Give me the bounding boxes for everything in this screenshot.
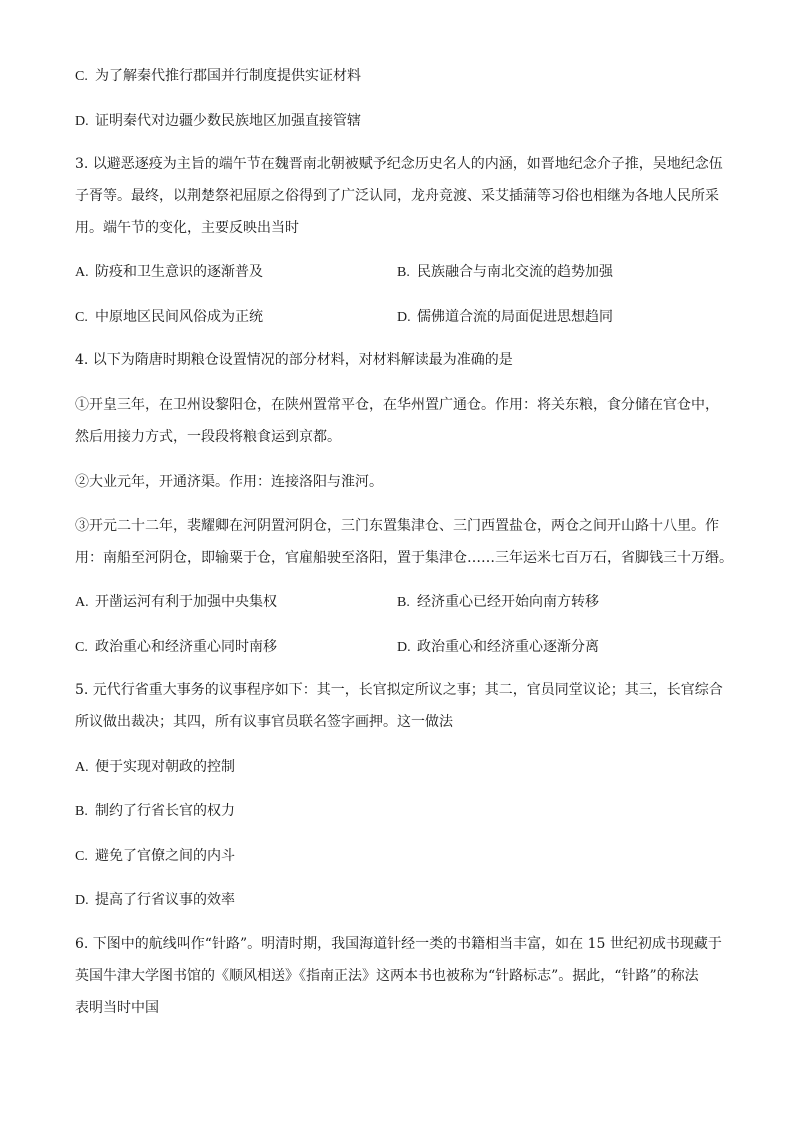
q3-option-b bbox=[397, 263, 613, 282]
option-text: 防疫和卫生意识的逐渐普及 bbox=[95, 264, 263, 280]
option-label: A. bbox=[75, 265, 89, 280]
q3-option-a bbox=[75, 263, 263, 282]
q4-material-line-5: 用：南船至河阴仓，即输粟于仓，官雇船驶至洛阳，置于集津仓……三年运米七百万石，省脚钱三十万缗。 bbox=[75, 550, 733, 566]
option-label: A. bbox=[75, 595, 89, 610]
option-text: 政治重心和经济重心同时南移 bbox=[95, 639, 277, 655]
option-label: D. bbox=[75, 893, 89, 908]
option-text: 便于实现对朝政的控制 bbox=[95, 759, 235, 775]
option-text: 制约了行省长官的权力 bbox=[95, 803, 235, 819]
option-label: D. bbox=[75, 114, 89, 129]
q3-stem-line-1: 3. 以避恶逐疫为主旨的端午节在魏晋南北朝被赋予纪念历史名人的内涵，如晋地纪念介子推，吴地纪念伍 bbox=[75, 156, 723, 172]
q5-stem-line-1: 5. 元代行省重大事务的议事程序如下：其一，长官拟定所议之事；其二，官员同堂议论；其三，长官综合 bbox=[75, 682, 723, 698]
q3-option-d bbox=[397, 308, 613, 327]
option-text: 提高了行省议事的效率 bbox=[95, 892, 235, 908]
option-text: 民族融合与南北交流的趋势加强 bbox=[417, 264, 613, 280]
option-label: A. bbox=[75, 760, 89, 775]
option-text: 避免了官僚之间的内斗 bbox=[95, 848, 235, 864]
q4-material-line-4: ③开元二十二年，裴耀卿在河阴置河阴仓，三门东置集津仓、三门西置盐仓，两仓之间开山路十八里。作 bbox=[75, 518, 719, 534]
option-label: C. bbox=[75, 310, 88, 325]
q3-stem-line-3: 用。端午节的变化，主要反映出当时 bbox=[75, 220, 299, 236]
option-text: 儒佛道合流的局面促进思想趋同 bbox=[417, 309, 613, 325]
q4-stem: 4. 以下为隋唐时期粮仓设置情况的部分材料，对材料解读最为准确的是 bbox=[75, 352, 513, 368]
q5-stem-line-2: 所议做出裁决；其四，所有议事官员联名签字画押。这一做法 bbox=[75, 714, 453, 730]
q2-option-d bbox=[75, 112, 361, 131]
q5-option-d bbox=[75, 891, 235, 910]
q4-option-c bbox=[75, 638, 277, 657]
q6-stem-line-1: 6. 下图中的航线叫作“针路”。明清时期，我国海道针经一类的书籍相当丰富，如在 15 世纪初成书现藏于 bbox=[75, 936, 722, 952]
q4-option-b bbox=[397, 593, 599, 612]
q6-stem-line-3: 表明当时中国 bbox=[75, 1000, 159, 1016]
q4-material-line-2: 然后用接力方式，一段段将粮食运到京都。 bbox=[75, 429, 341, 445]
option-text: 政治重心和经济重心逐渐分离 bbox=[417, 639, 599, 655]
option-text: 经济重心已经开始向南方转移 bbox=[417, 594, 599, 610]
option-label: B. bbox=[397, 595, 410, 610]
option-text: 中原地区民间风俗成为正统 bbox=[95, 309, 263, 325]
option-text: 开凿运河有利于加强中央集权 bbox=[95, 594, 277, 610]
q2-option-c bbox=[75, 67, 361, 86]
option-text: 为了解秦代推行郡国并行制度提供实证材料 bbox=[95, 68, 361, 84]
q4-option-d bbox=[397, 638, 599, 657]
option-label: C. bbox=[75, 849, 88, 864]
q5-option-a bbox=[75, 758, 235, 777]
option-label: C. bbox=[75, 69, 88, 84]
q3-stem-line-2: 子胥等。最终，以荆楚祭祀屈原之俗得到了广泛认同，龙舟竞渡、采艾插蒲等习俗也相继为各地人民所采 bbox=[75, 188, 719, 204]
q4-material-line-1: ①开皇三年，在卫州设黎阳仓，在陕州置常平仓，在华州置广通仓。作用：将关东粮，食分储在官仓中， bbox=[75, 397, 719, 413]
option-label: D. bbox=[397, 640, 411, 655]
q6-stem-line-2: 英国牛津大学图书馆的《顺风相送》《指南正法》这两本书也被称为“针路标志”。据此，“针路”的称法 bbox=[75, 968, 699, 984]
q5-option-b bbox=[75, 802, 235, 821]
option-label: B. bbox=[397, 265, 410, 280]
option-label: C. bbox=[75, 640, 88, 655]
option-label: D. bbox=[397, 310, 411, 325]
q4-material-line-3: ②大业元年，开通济渠。作用：连接洛阳与淮河。 bbox=[75, 474, 383, 490]
option-text: 证明秦代对边疆少数民族地区加强直接管辖 bbox=[95, 113, 361, 129]
q5-option-c bbox=[75, 847, 235, 866]
q4-option-a bbox=[75, 593, 277, 612]
option-label: B. bbox=[75, 804, 88, 819]
q3-option-c bbox=[75, 308, 263, 327]
